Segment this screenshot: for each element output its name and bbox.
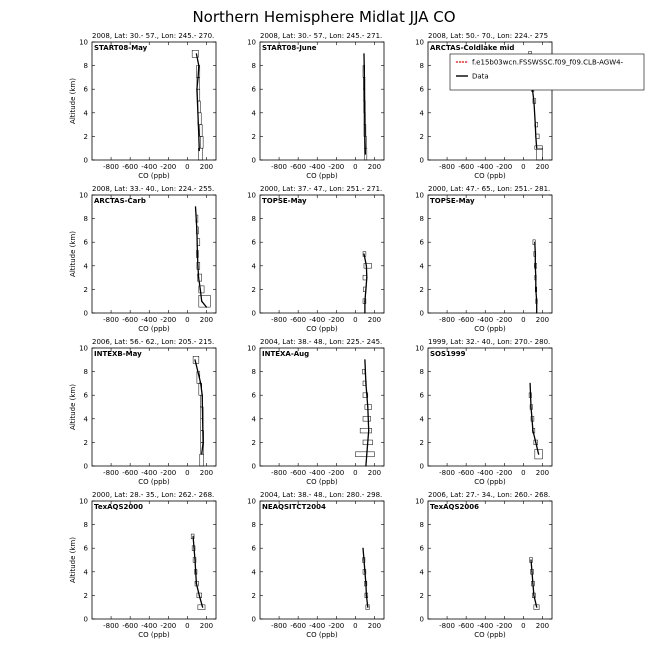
y-tick-label: 6 [251, 238, 256, 247]
y-tick-label: 4 [251, 109, 256, 118]
x-tick-label: -200 [496, 316, 513, 324]
data-point [368, 430, 369, 431]
panel-frame [428, 501, 552, 619]
x-tick-label: 200 [199, 316, 214, 324]
x-tick-label: -800 [271, 163, 288, 171]
y-tick-label: 2 [251, 285, 256, 294]
data-range-box [363, 416, 371, 421]
panel-header: 2000, Lat: 28.- 35., Lon: 262.- 268. [92, 491, 215, 499]
y-tick-label: 6 [251, 544, 256, 553]
y-tick-label: 4 [83, 109, 88, 118]
y-tick-label: 2 [419, 132, 424, 141]
panel-12 [415, 491, 552, 639]
panel-header: 2006, Lat: 27.- 34., Lon: 260.- 268. [428, 491, 551, 499]
data-point [201, 454, 202, 455]
x-tick-label: 200 [199, 622, 214, 630]
x-axis-label: CO (ppb) [474, 325, 506, 333]
data-point [530, 559, 531, 560]
data-point [534, 242, 535, 243]
data-point [202, 395, 203, 396]
x-axis-label: CO (ppb) [138, 478, 170, 486]
x-tick-label: -600 [458, 469, 475, 477]
y-tick-label: 4 [83, 262, 88, 271]
data-point [197, 253, 198, 254]
y-tick-label: 8 [83, 215, 88, 224]
data-point [536, 312, 537, 313]
x-tick-label: -600 [122, 469, 139, 477]
data-point [200, 289, 201, 290]
data-point [364, 571, 365, 572]
panel-5 [247, 185, 384, 333]
data-profile-line [365, 360, 369, 466]
x-tick-label: -600 [122, 316, 139, 324]
data-point [532, 430, 533, 431]
data-profile-line [364, 254, 367, 313]
data-point [536, 301, 537, 302]
x-tick-label: -400 [309, 163, 326, 171]
data-point [367, 406, 368, 407]
panel-3 [415, 32, 644, 180]
x-axis-label: CO (ppb) [306, 631, 338, 639]
y-tick-label: 10 [415, 344, 424, 353]
x-tick-label: 200 [367, 163, 382, 171]
y-tick-label: 0 [251, 309, 256, 318]
y-tick-label: 0 [83, 309, 88, 318]
panel-frame [260, 501, 384, 619]
data-point [202, 418, 203, 419]
data-point [364, 89, 365, 90]
panel-6 [415, 185, 552, 333]
x-tick-label: -400 [309, 469, 326, 477]
x-tick-label: -400 [477, 316, 494, 324]
data-point [197, 265, 198, 266]
y-axis-label: Altitude (km) [69, 231, 77, 277]
x-tick-label: -200 [496, 622, 513, 630]
y-tick-label: 8 [83, 368, 88, 377]
x-tick-label: -400 [309, 622, 326, 630]
data-profile-line [196, 54, 199, 151]
x-tick-label: -600 [458, 163, 475, 171]
y-tick-label: 2 [251, 132, 256, 141]
y-tick-label: 10 [247, 344, 256, 353]
panel-label: ARCTAS-Coldlake mid [430, 44, 515, 52]
y-tick-label: 2 [419, 591, 424, 600]
y-tick-label: 4 [419, 568, 424, 577]
data-point [199, 150, 200, 151]
x-axis-label: CO (ppb) [138, 631, 170, 639]
x-tick-label: 0 [521, 316, 526, 324]
data-point [364, 312, 365, 313]
y-tick-label: 10 [415, 497, 424, 506]
data-point [197, 77, 198, 78]
x-tick-label: -200 [160, 469, 177, 477]
x-tick-label: -400 [141, 469, 158, 477]
x-tick-label: -600 [458, 622, 475, 630]
data-point [198, 130, 199, 131]
data-range-box [537, 148, 543, 160]
data-point [535, 136, 536, 137]
x-tick-label: -200 [160, 163, 177, 171]
x-tick-label: -800 [103, 163, 120, 171]
y-tick-label: 2 [83, 438, 88, 447]
x-axis-label: CO (ppb) [306, 478, 338, 486]
x-tick-label: -800 [439, 469, 456, 477]
panel-header: 2000, Lat: 37.- 47., Lon: 251.- 271. [260, 185, 383, 193]
data-point [535, 289, 536, 290]
data-point [365, 154, 366, 155]
panel-label: TexAQS2000 [94, 503, 143, 511]
x-tick-label: 0 [521, 622, 526, 630]
y-tick-label: 6 [251, 391, 256, 400]
panel-label: ARCTAS-Carb [94, 197, 146, 205]
data-range-box [360, 428, 371, 433]
x-tick-label: 0 [521, 469, 526, 477]
data-profile-line [363, 548, 368, 607]
x-tick-label: -800 [439, 163, 456, 171]
y-tick-label: 4 [419, 109, 424, 118]
data-point [198, 277, 199, 278]
x-tick-label: 0 [185, 622, 190, 630]
x-tick-label: -400 [141, 163, 158, 171]
y-tick-label: 2 [83, 132, 88, 141]
data-point [365, 289, 366, 290]
y-tick-label: 8 [419, 521, 424, 530]
y-tick-label: 0 [251, 462, 256, 471]
x-tick-label: 200 [535, 163, 550, 171]
y-tick-label: 4 [83, 568, 88, 577]
legend [450, 54, 644, 90]
x-tick-label: -800 [103, 469, 120, 477]
x-tick-label: -600 [122, 622, 139, 630]
panel-11 [247, 491, 384, 639]
y-tick-label: 0 [251, 156, 256, 165]
y-tick-label: 4 [251, 262, 256, 271]
y-tick-label: 8 [251, 368, 256, 377]
data-point [364, 112, 365, 113]
data-point [364, 301, 365, 302]
x-tick-label: 0 [353, 622, 358, 630]
data-point [530, 406, 531, 407]
x-tick-label: -800 [271, 469, 288, 477]
y-tick-label: 0 [419, 309, 424, 318]
x-axis-label: CO (ppb) [138, 172, 170, 180]
data-point [535, 265, 536, 266]
data-range-box [363, 369, 365, 374]
y-tick-label: 8 [251, 521, 256, 530]
y-tick-label: 4 [83, 415, 88, 424]
panel-1 [69, 32, 216, 180]
y-tick-label: 2 [83, 591, 88, 600]
data-point [196, 583, 197, 584]
panel-frame [428, 195, 552, 313]
data-point [535, 277, 536, 278]
y-tick-label: 10 [247, 497, 256, 506]
y-tick-label: 2 [251, 438, 256, 447]
x-tick-label: -200 [160, 316, 177, 324]
x-tick-label: 0 [185, 469, 190, 477]
x-axis-label: CO (ppb) [474, 478, 506, 486]
panel-label: TexAQS2006 [430, 503, 479, 511]
x-tick-label: 0 [185, 316, 190, 324]
data-point [202, 607, 203, 608]
x-tick-label: -200 [328, 316, 345, 324]
panel-label: NEAQSITCT2004 [262, 503, 326, 511]
data-point [364, 136, 365, 137]
data-point [536, 148, 537, 149]
panel-4 [69, 185, 216, 333]
x-tick-label: -400 [309, 316, 326, 324]
y-tick-label: 8 [419, 368, 424, 377]
x-tick-label: -800 [103, 622, 120, 630]
y-tick-label: 8 [83, 521, 88, 530]
y-tick-label: 8 [83, 62, 88, 71]
panel-header: 2008, Lat: 50.- 70., Lon: 224.- 275 [428, 32, 549, 40]
x-tick-label: -600 [290, 316, 307, 324]
panel-2 [247, 32, 384, 180]
y-axis-label: Altitude (km) [69, 537, 77, 583]
data-point [196, 53, 197, 54]
data-point [365, 383, 366, 384]
x-tick-label: -400 [141, 316, 158, 324]
data-point [533, 100, 534, 101]
y-tick-label: 0 [251, 615, 256, 624]
panel-label: TOPSE-May [262, 197, 307, 205]
data-point [531, 571, 532, 572]
y-tick-label: 2 [83, 285, 88, 294]
data-point [197, 371, 198, 372]
y-tick-label: 8 [419, 62, 424, 71]
panel-header: 2008, Lat: 30.- 57., Lon: 245.- 270. [92, 32, 215, 40]
data-point [206, 307, 207, 308]
y-tick-label: 8 [251, 62, 256, 71]
x-tick-label: -800 [103, 316, 120, 324]
x-axis-label: CO (ppb) [306, 325, 338, 333]
data-point [196, 230, 197, 231]
data-range-box [355, 452, 374, 457]
y-axis-label: Altitude (km) [69, 384, 77, 430]
data-point [364, 77, 365, 78]
x-axis-label: CO (ppb) [306, 172, 338, 180]
x-tick-label: -600 [290, 163, 307, 171]
y-tick-label: 10 [247, 191, 256, 200]
y-tick-label: 2 [419, 438, 424, 447]
x-tick-label: -800 [439, 622, 456, 630]
y-tick-label: 10 [79, 344, 88, 353]
data-point [201, 301, 202, 302]
y-tick-label: 2 [251, 591, 256, 600]
x-tick-label: 200 [367, 469, 382, 477]
data-point [366, 265, 367, 266]
y-tick-label: 6 [83, 544, 88, 553]
data-profile-line [195, 360, 203, 454]
panel-header: 2004, Lat: 38.- 48., Lon: 280.- 298. [260, 491, 383, 499]
x-tick-label: -200 [496, 163, 513, 171]
data-point [199, 595, 200, 596]
data-point [363, 559, 364, 560]
y-tick-label: 4 [251, 568, 256, 577]
panel-8 [247, 338, 384, 486]
panel-label: TOPSE-May [430, 197, 475, 205]
panel-frame [428, 348, 552, 466]
panel-label: SOS1999 [430, 350, 466, 358]
y-tick-label: 4 [251, 415, 256, 424]
y-tick-label: 6 [419, 391, 424, 400]
x-tick-label: 0 [185, 163, 190, 171]
data-point [203, 442, 204, 443]
x-tick-label: 200 [535, 316, 550, 324]
x-axis-label: CO (ppb) [474, 631, 506, 639]
y-tick-label: 10 [79, 497, 88, 506]
x-tick-label: 0 [353, 316, 358, 324]
x-tick-label: -200 [328, 163, 345, 171]
y-tick-label: 10 [79, 38, 88, 47]
y-tick-label: 4 [419, 415, 424, 424]
y-tick-label: 8 [419, 215, 424, 224]
y-tick-label: 8 [251, 215, 256, 224]
panel-header: 2008, Lat: 30.- 57., Lon: 245.- 271. [260, 32, 383, 40]
x-tick-label: -200 [328, 622, 345, 630]
data-range-box [200, 454, 204, 466]
panel-label: START08-May [94, 44, 148, 52]
y-tick-label: 6 [83, 85, 88, 94]
x-tick-label: 0 [353, 469, 358, 477]
x-tick-label: 200 [535, 469, 550, 477]
panel-frame [92, 501, 216, 619]
data-profile-line [531, 560, 537, 607]
x-tick-label: -200 [160, 622, 177, 630]
panel-frame [92, 348, 216, 466]
data-range-box [364, 263, 372, 268]
data-point [536, 607, 537, 608]
y-tick-label: 0 [419, 462, 424, 471]
figure-title: Northern Hemisphere Midlat JJA CO [192, 8, 456, 26]
x-tick-label: -400 [477, 469, 494, 477]
data-point [535, 442, 536, 443]
panel-label: INTEXA-Aug [262, 350, 310, 358]
x-tick-label: -600 [290, 622, 307, 630]
y-tick-label: 0 [83, 615, 88, 624]
data-point [365, 465, 366, 466]
y-tick-label: 10 [247, 38, 256, 47]
legend-model-label: f.e15b03wcn.FSSWSSC.f09_f09.CLB-AGW4- [472, 58, 624, 67]
y-tick-label: 6 [251, 85, 256, 94]
panel-header: 1999, Lat: 32.- 40., Lon: 270.- 280. [428, 338, 551, 346]
data-point [364, 359, 365, 360]
x-tick-label: -600 [122, 163, 139, 171]
y-tick-label: 6 [419, 544, 424, 553]
y-tick-label: 10 [79, 191, 88, 200]
data-point [200, 383, 201, 384]
data-point [363, 253, 364, 254]
panel-label: INTEXB-May [94, 350, 142, 358]
x-tick-label: -800 [271, 622, 288, 630]
data-point [533, 595, 534, 596]
data-range-box [200, 125, 202, 137]
y-tick-label: 10 [415, 191, 424, 200]
data-point [535, 124, 536, 125]
y-tick-label: 0 [83, 156, 88, 165]
panel-10 [69, 491, 216, 639]
y-tick-label: 4 [419, 262, 424, 271]
data-point [366, 595, 367, 596]
x-tick-label: 200 [199, 469, 214, 477]
y-tick-label: 6 [419, 85, 424, 94]
data-point [194, 359, 195, 360]
y-tick-label: 6 [83, 238, 88, 247]
x-tick-label: -400 [477, 163, 494, 171]
data-profile-line [196, 207, 207, 307]
x-tick-label: 0 [353, 163, 358, 171]
x-tick-label: -200 [328, 469, 345, 477]
y-tick-label: 2 [419, 285, 424, 294]
y-tick-label: 6 [419, 238, 424, 247]
x-axis-label: CO (ppb) [474, 172, 506, 180]
data-point [366, 277, 367, 278]
data-point [196, 89, 197, 90]
panel-header: 2006, Lat: 56.- 62., Lon: 205.- 215. [92, 338, 215, 346]
panel-header: 2004, Lat: 38.- 48., Lon: 225.- 245. [260, 338, 383, 346]
y-tick-label: 0 [419, 156, 424, 165]
x-tick-label: -600 [290, 469, 307, 477]
x-axis-label: CO (ppb) [138, 325, 170, 333]
data-range-box [198, 605, 205, 610]
data-point [531, 418, 532, 419]
x-tick-label: 200 [199, 163, 214, 171]
x-tick-label: -400 [141, 622, 158, 630]
y-tick-label: 0 [83, 462, 88, 471]
x-tick-label: -800 [439, 316, 456, 324]
data-point [193, 536, 194, 537]
x-tick-label: -800 [271, 316, 288, 324]
data-point [363, 53, 364, 54]
panel-label: START08-June [262, 44, 317, 52]
data-point [538, 454, 539, 455]
x-tick-label: 0 [521, 163, 526, 171]
data-point [195, 206, 196, 207]
x-tick-label: -600 [458, 316, 475, 324]
data-point [535, 253, 536, 254]
panel-header: 2008, Lat: 33.- 40., Lon: 224.- 255. [92, 185, 215, 193]
data-point [197, 112, 198, 113]
y-tick-label: 6 [83, 391, 88, 400]
x-tick-label: -200 [496, 469, 513, 477]
x-tick-label: 200 [535, 622, 550, 630]
panel-header: 2000, Lat: 47.- 65., Lon: 251.- 281. [428, 185, 551, 193]
data-point [529, 383, 530, 384]
data-point [367, 607, 368, 608]
data-point [365, 583, 366, 584]
data-point [362, 548, 363, 549]
y-tick-label: 10 [415, 38, 424, 47]
x-tick-label: -400 [477, 622, 494, 630]
data-range-box [200, 136, 203, 148]
panel-9 [415, 338, 552, 486]
x-tick-label: 200 [367, 622, 382, 630]
x-tick-label: 200 [367, 316, 382, 324]
data-point [532, 583, 533, 584]
y-tick-label: 0 [419, 615, 424, 624]
y-axis-label: Altitude (km) [69, 78, 77, 124]
data-point [198, 65, 199, 66]
data-point [366, 454, 367, 455]
legend-data-label: Data [472, 72, 489, 81]
panel-7 [69, 338, 216, 486]
data-point [194, 559, 195, 560]
